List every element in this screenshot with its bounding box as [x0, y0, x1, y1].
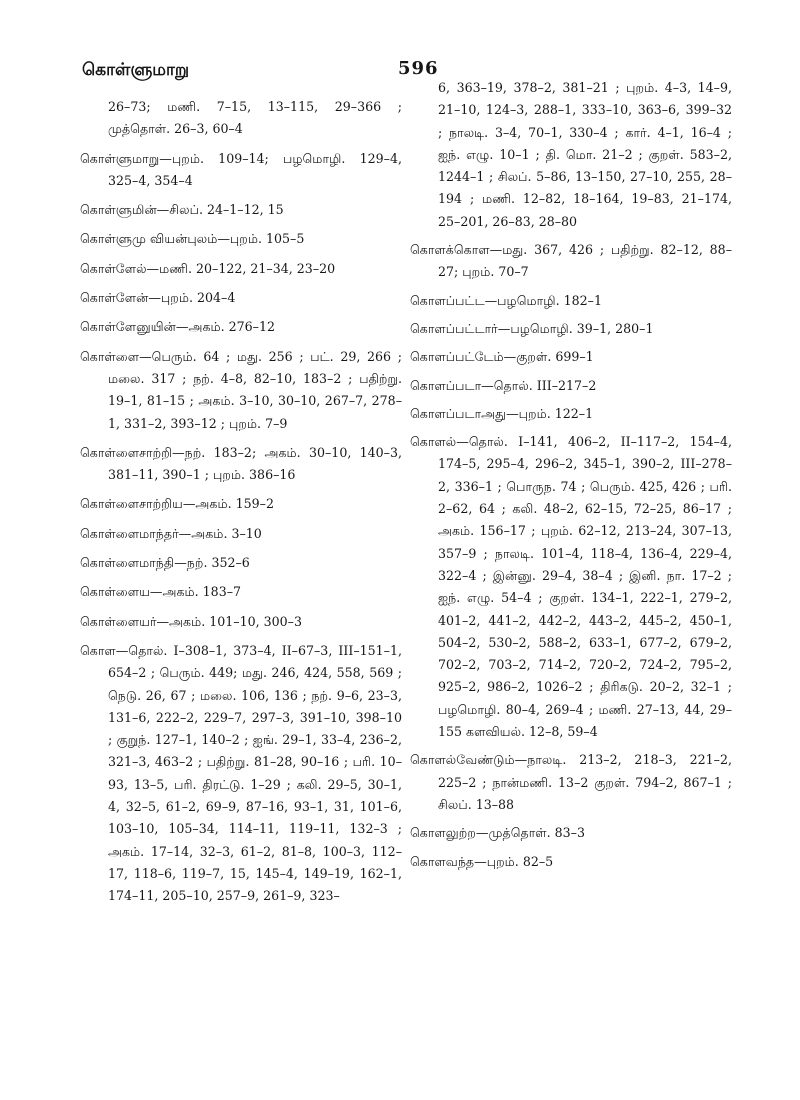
index-entry: கொளலுற்ற—முத்தொள். 83–3 [410, 825, 585, 841]
index-entry: கொள்ளைய—அகம். 183–7 [80, 584, 242, 600]
index-entry: கொள்ளுமின்—சிலப். 24–1–12, 15 [80, 202, 284, 218]
index-entry: கொள்ளேனுயின்—அகம். 276–12 [80, 319, 276, 335]
index-entry: கொள—தொல். I–308–1, 373–4, II–67–3, III–151–1, 654–2 ; பெரும். 449; மது. 246, 424, 558, 569 ; நெடு. 26, 67 ; மலை. 106, 136 ; நற். 9–6, 23–3, 131–6, 222–2, 229–7, 297–3, 391–10, 398–10 ; குறுந். 127–1, 140–2 ; ஐங். 29–1, 33–4, 236–2, 321–3, 463–2 ; பதிற்று. 81–28, 90–16 ; பரி. 10–93, 13–5, பரி. திரட்டு. 1–29 ; கலி. 29–5, 30–1, 4, 32–5, 61–2, 69–9, 87–16, 93–1, 31, 101–6, 103–10, 105–34, 114–11, 119–11, 132–3 ; அகம். 17–14, 32–3, 61–2, 81–8, 100–3, 112–17, 118–6, 119–7, 15, 145–4, 149–19, 162–1, 174–11, 205–10, 257–9, 261–9, 323– [80, 642, 402, 904]
page-number: 596 [398, 58, 439, 79]
index-entry: கொள்ளைமாந்தி—நற். 352–6 [80, 555, 250, 571]
index-entry: கொள்ளேன்—புறம். 204–4 [80, 290, 236, 306]
index-entry: கொள்ளை—பெரும். 64 ; மது. 256 ; பட். 29, 266 ; மலை. 317 ; நற். 4–8, 82–10, 183–2 ; பதிற்று. 19–1, 81–15 ; அகம். 3–10, 30–10, 267–7, 278–1, 331–2, 393–12 ; புறம். 7–9 [80, 348, 402, 431]
index-entry: கொள்ளைசாற்றி—நற். 183–2; அகம். 30–10, 140–3, 381–11, 390–1 ; புறம். 386–16 [80, 444, 402, 483]
index-entry: கொளல்வேண்டும்—நாலடி. 213–2, 218–3, 221–2, 225–2 ; நான்மணி. 13–2 குறள். 794–2, 867–1 ; சிலப். 13–88 [410, 752, 732, 812]
index-entry: 6, 363–19, 378–2, 381–21 ; புறம். 4–3, 14–9, 21–10, 124–3, 288–1, 333–10, 363–6, 399–32 ; நாலடி. 3–4, 70–1, 330–4 ; கார். 4–1, 16–4 ; ஐந். எழு. 10–1 ; தி. மொ. 21–2 ; குறள். 583–2, 1244–1 ; சிலப். 5–86, 13–150, 27–10, 255, 28–194 ; மணி. 12–82, 18–164, 19–83, 21–174, 25–201, 26–83, 28–80 [438, 80, 732, 229]
index-entry: கொளப்படா—தொல். III–217–2 [410, 377, 597, 393]
index-entry: கொள்ளுமாறு—புறம். 109–14; பழமொழி. 129–4, 325–4, 354–4 [80, 150, 402, 188]
index-entry: கொளப்படாஅது—புறம். 122–1 [410, 405, 594, 421]
index-entry: கொள்ளுமு வியன்புலம்—புறம். 105–5 [80, 231, 305, 247]
index-entry: கொளப்பட்ட—பழமொழி. 182–1 [410, 292, 602, 308]
index-entry: 26–73; மணி. 7–15, 13–115, 29–366 ; முத்தொள். 26–3, 60–4 [108, 99, 402, 137]
index-entry: கொளல்—தொல். I–141, 406–2, II–117–2, 154–4, 174–5, 295–4, 296–2, 345–1, 390–2, III–278–2, 336–1 ; பொருந. 74 ; பெரும். 425, 426 ; பரி. 2–62, 64 ; கலி. 48–2, 62–15, 72–25, 86–17 ; அகம். 156–17 ; புறம். 62–12, 213–24, 307–13, 357–9 ; நாலடி. 101–4, 118–4, 136–4, 229–4, 322–4 ; இன்னு. 29–4, 38–4 ; இனி. நா. 17–2 ; ஐந். எழு. 54–4 ; குறள். 134–1, 222–1, 279–2, 401–2, 441–2, 442–2, 443–2, 445–2, 450–1, 504–2, 530–2, 588–2, 633–1, 677–2, 679–2, 702–2, 703–2, 714–2, 720–2, 724–2, 795–2, 925–2, 986–2, 1026–2 ; திரிகடு. 20–2, 32–1 ; பழமொழி. 80–4, 269–4 ; மணி. 27–13, 44, 29–155 களவியல். 12–8, 59–4 [410, 434, 732, 740]
left-column [80, 96, 402, 915]
index-entry: கொள்ளேல்—மணி. 20–122, 21–34, 23–20 [80, 260, 336, 276]
index-entry: கொள்ளையர்—அகம். 101–10, 300–3 [80, 613, 302, 629]
right-column [410, 77, 732, 879]
index-entry: கொளவந்த—புறம். 82–5 [410, 853, 554, 869]
index-entry: கொள்ளைசாற்றிய—அகம். 159–2 [80, 496, 274, 512]
index-entry: கொளப்பட்டார்—பழமொழி. 39–1, 280–1 [410, 320, 654, 336]
index-entry: கொளப்பட்டேம்—குறள். 699–1 [410, 349, 594, 365]
running-head: கொள்ளுமாறு [82, 60, 190, 80]
index-entry: கொளக்கொள—மது. 367, 426 ; பதிற்று. 82–12, 88–27; புறம். 70–7 [410, 242, 732, 280]
index-entry: கொள்ளைமாந்தர்—அகம். 3–10 [80, 525, 262, 541]
